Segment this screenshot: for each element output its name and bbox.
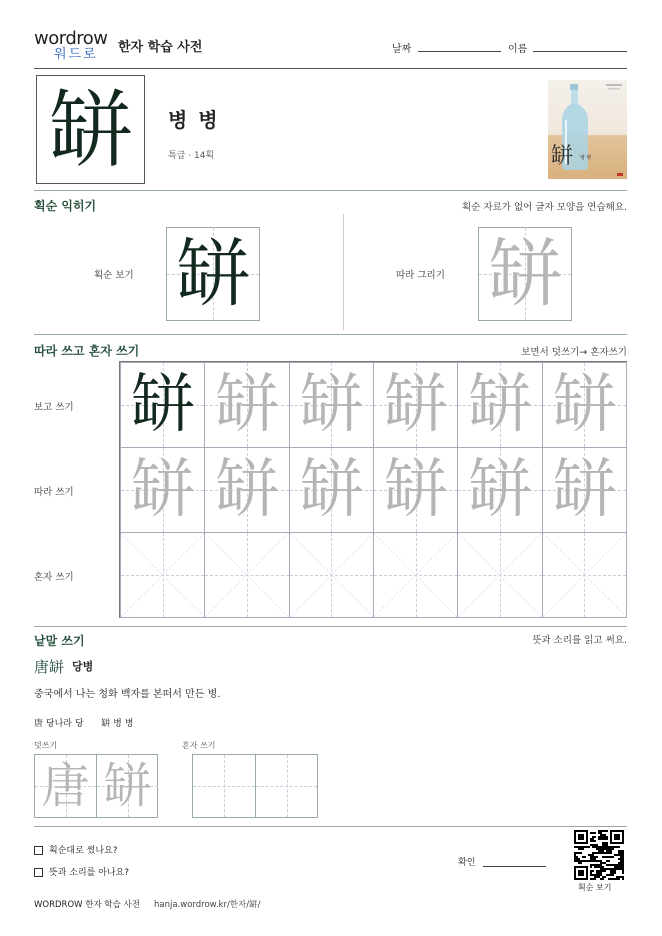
- wordrow-logo: [34, 30, 114, 66]
- gloss-2-char: 缾: [101, 719, 111, 729]
- word-trace-cell-2[interactable]: [97, 755, 158, 817]
- practice-cell[interactable]: [542, 447, 627, 533]
- stroke-divider: [34, 334, 627, 335]
- practice-cell[interactable]: [542, 532, 627, 618]
- qr-code-icon[interactable]: [574, 830, 624, 880]
- word-solo-box[interactable]: [192, 754, 318, 818]
- practice-section-note: 보면서 덧쓰기→ 혼자쓰기: [521, 347, 627, 358]
- main-character: 缾: [48, 80, 133, 179]
- word-solo-cell-1[interactable]: [193, 755, 256, 817]
- confirm-signature-line[interactable]: [483, 866, 546, 867]
- confirm-label: 확인: [458, 858, 476, 868]
- stroke-view-character: 缾: [176, 231, 250, 317]
- trace-character: 缾: [552, 453, 617, 527]
- row-label-trace: 따라 쓰기: [34, 487, 74, 498]
- model-character: 缾: [130, 368, 195, 442]
- practice-cell[interactable]: [457, 447, 542, 533]
- practice-cell[interactable]: [120, 532, 205, 618]
- practice-cell[interactable]: [289, 362, 374, 448]
- practice-cell[interactable]: [457, 532, 542, 618]
- practice-cell[interactable]: [373, 362, 458, 448]
- trace-character: 缾: [383, 453, 448, 527]
- name-label: 이름: [508, 44, 528, 55]
- word-section-title: 낱말 쓰기: [34, 634, 85, 648]
- row-label-look: 보고 쓰기: [34, 402, 74, 413]
- gloss-2-text: 병 병: [113, 719, 134, 729]
- stroke-view-label: 획순 보기: [94, 270, 134, 281]
- stroke-view-cell: [166, 227, 260, 321]
- word-trace-char-2: 缾: [103, 758, 152, 814]
- trace-character: 缾: [552, 368, 617, 442]
- practice-cell[interactable]: [204, 447, 289, 533]
- footer-brand: WORDROW 한자 학습 사전: [34, 900, 140, 910]
- main-character-box: [36, 75, 145, 184]
- gloss-1-text: 당나라 당: [45, 719, 84, 729]
- checkbox-stroke[interactable]: [34, 846, 43, 855]
- practice-cell[interactable]: [120, 447, 205, 533]
- practice-cell[interactable]: [373, 532, 458, 618]
- practice-cell[interactable]: [457, 362, 542, 448]
- check-stroke-label: 획순대로 썼나요?: [49, 846, 118, 856]
- thumbnail-badge: [617, 173, 623, 176]
- word-solo-cell-2[interactable]: [256, 755, 317, 817]
- bottle-thumbnail: [548, 80, 627, 179]
- check-item-stroke[interactable]: [34, 843, 118, 856]
- practice-divider: [34, 626, 627, 627]
- word-solo-label: 혼자 쓰기: [182, 741, 216, 750]
- stroke-trace-label: 따라 그리기: [396, 270, 445, 281]
- logo-korean: 워드로: [54, 47, 98, 62]
- trace-character: 缾: [130, 453, 195, 527]
- trace-character: 缾: [383, 368, 448, 442]
- date-label: 날짜: [392, 44, 412, 55]
- footer-url[interactable]: hanja.wordrow.kr/한자/缾/: [154, 900, 261, 910]
- gloss-1-char: 唐: [34, 719, 44, 729]
- word-reading: 당병: [72, 660, 94, 673]
- thumbnail-character: 缾: [551, 144, 574, 169]
- practice-section-title: 따라 쓰고 혼자 쓰기: [34, 344, 140, 358]
- word-trace-label: 덧쓰기: [34, 741, 58, 750]
- checkbox-meaning[interactable]: [34, 868, 43, 877]
- trace-character: 缾: [299, 453, 364, 527]
- character-reading: 병 병: [168, 108, 220, 132]
- practice-cell[interactable]: [289, 447, 374, 533]
- thumbnail-caption: 병 병: [580, 155, 592, 161]
- header-divider: [34, 68, 627, 69]
- stroke-trace-cell[interactable]: [478, 227, 572, 321]
- practice-cell[interactable]: [542, 362, 627, 448]
- gloss-line: [34, 716, 133, 729]
- practice-cell[interactable]: [373, 447, 458, 533]
- word-trace-cell-1[interactable]: [35, 755, 97, 817]
- word-section-note: 뜻과 소리를 읽고 써요.: [532, 635, 627, 646]
- practice-cell[interactable]: [289, 532, 374, 618]
- word-trace-char-1: 唐: [41, 758, 90, 814]
- word-trace-box[interactable]: [34, 754, 158, 818]
- word-divider: [34, 826, 627, 827]
- practice-grid: [119, 361, 627, 618]
- trace-character: 缾: [299, 368, 364, 442]
- page-title: 한자 학습 사전: [118, 40, 203, 55]
- trace-character: 缾: [214, 453, 279, 527]
- stroke-section-divider: [343, 214, 344, 330]
- trace-character: 缾: [214, 368, 279, 442]
- word-definition: 중국에서 나는 청화 백자를 본떠서 만든 병.: [34, 689, 221, 700]
- check-meaning-label: 뜻과 소리를 아나요?: [49, 868, 130, 878]
- hero-divider: [34, 190, 627, 191]
- check-item-meaning[interactable]: [34, 865, 129, 878]
- character-meta: 특급 · 14획: [168, 151, 215, 161]
- practice-cell[interactable]: [204, 362, 289, 448]
- stroke-section-note: 획순 자료가 없어 글자 모양을 연습해요.: [462, 202, 627, 213]
- stroke-section-title: 획순 익히기: [34, 199, 97, 213]
- practice-cell[interactable]: [204, 532, 289, 618]
- trace-character: 缾: [467, 453, 532, 527]
- trace-character: 缾: [467, 368, 532, 442]
- logo-wordmark: wordrow: [34, 28, 108, 49]
- date-field[interactable]: [418, 51, 501, 52]
- stroke-trace-character: 缾: [488, 231, 562, 317]
- word-hanja: 唐缾: [34, 658, 65, 676]
- qr-label: 획순 보기: [578, 883, 612, 892]
- practice-cell: [120, 362, 205, 448]
- row-label-solo: 혼자 쓰기: [34, 572, 74, 583]
- name-field[interactable]: [533, 51, 627, 52]
